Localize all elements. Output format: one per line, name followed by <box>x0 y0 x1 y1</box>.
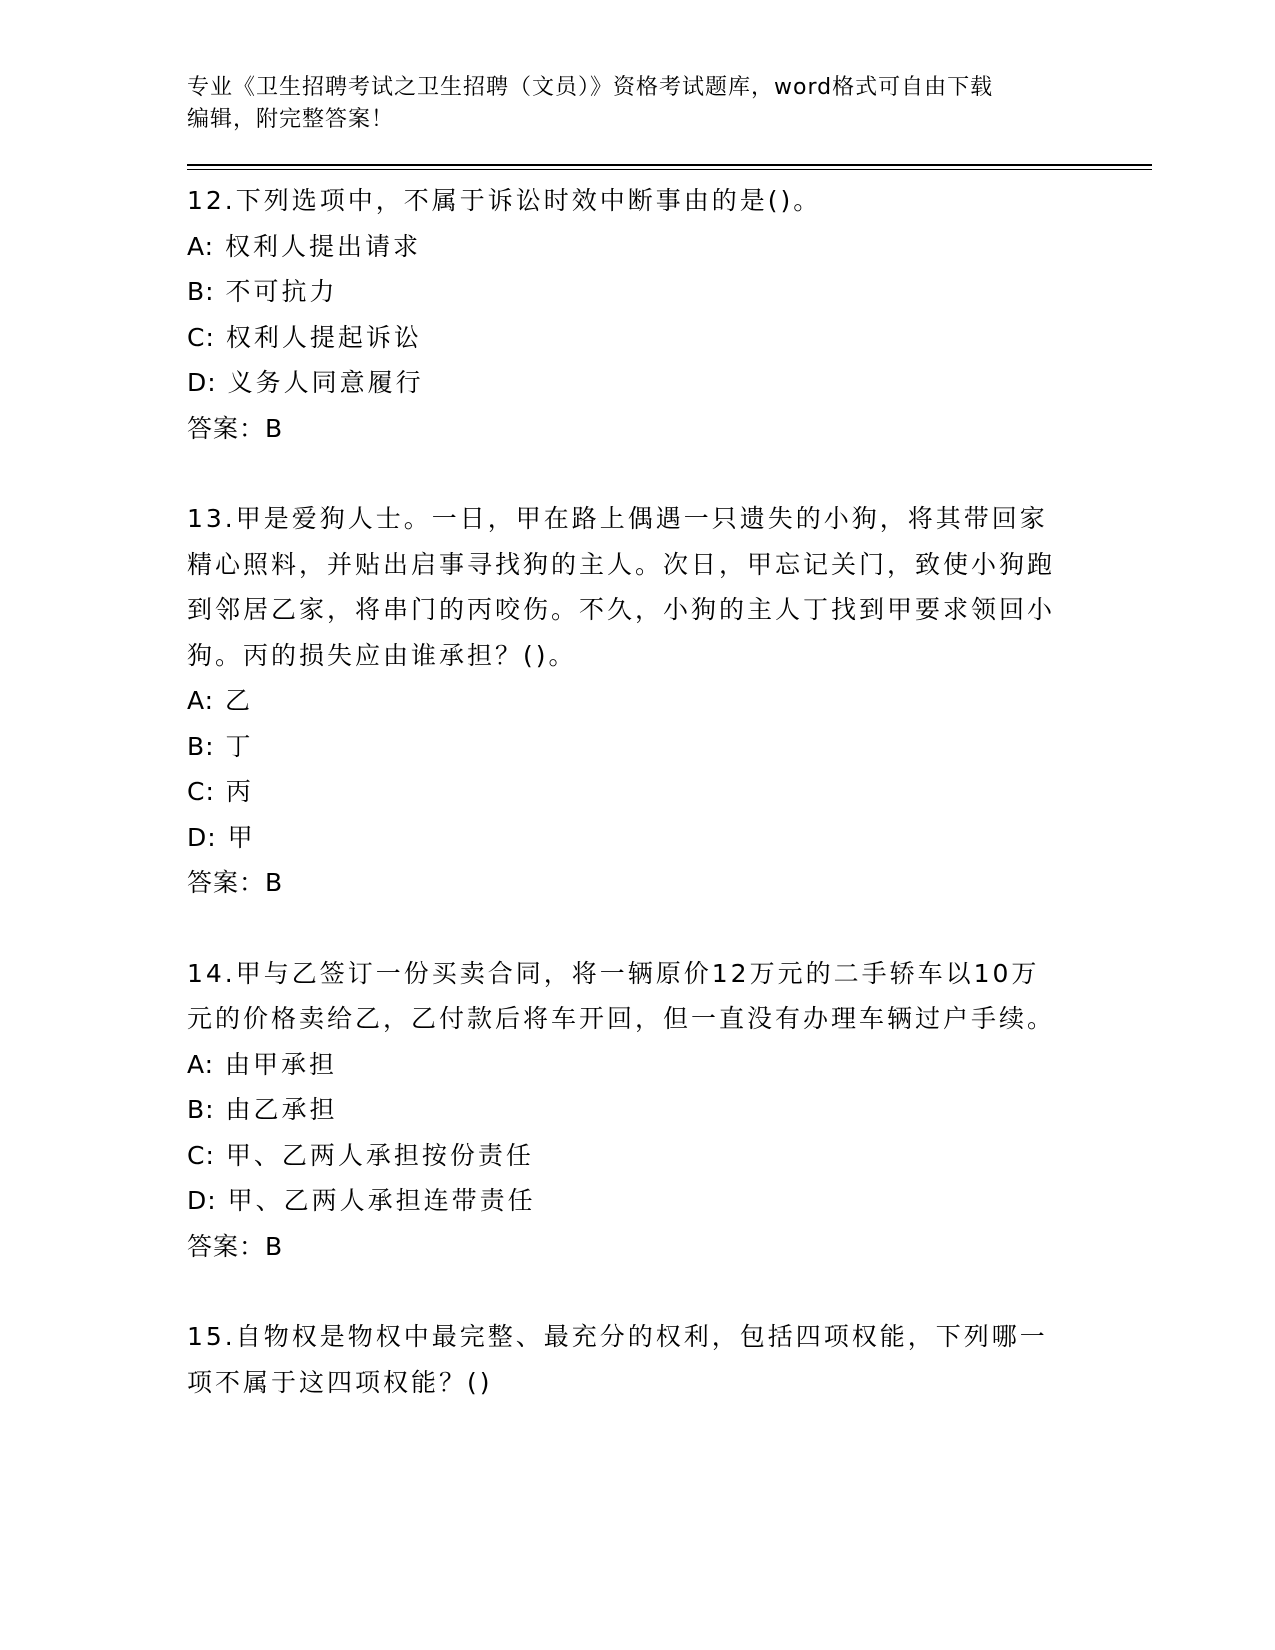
question-body: 甲是爱狗人士。一日，甲在路上偶遇一只遗失的小狗，将其带回家精心照料，并贴出启事寻找狗的主人。次日，甲忘记关门，致使小狗跑到邻居乙家，将串门的丙咬伤。不久，小狗的主人丁找到甲要求领回小狗。丙的损失应由谁承担？()。 <box>187 504 1056 670</box>
option-key: D: <box>187 368 217 397</box>
question-body: 甲与乙签订一份买卖合同，将一辆原价12万元的二手轿车以10万元的价格卖给乙，乙付款后将车开回，但一直没有办理车辆过户手续。 <box>187 958 1056 1033</box>
answer-label: 答案： <box>187 1231 266 1261</box>
header-rule <box>187 164 1152 170</box>
option-text: 由甲承担 <box>225 1049 338 1079</box>
answer-line <box>187 406 1152 452</box>
question-14 <box>187 951 1152 1270</box>
option-c <box>187 315 1152 361</box>
option-key: C: <box>187 1140 215 1170</box>
option-text: 不可抗力 <box>225 277 338 306</box>
option-b <box>187 269 1152 315</box>
question-15 <box>187 1314 1152 1405</box>
answer-value: B <box>265 868 284 897</box>
answer-value: B <box>265 413 284 443</box>
question-text <box>187 1314 1067 1405</box>
question-number: 14. <box>187 958 236 988</box>
option-text: 丁 <box>225 731 254 761</box>
option-text: 丙 <box>225 777 254 806</box>
option-text: 乙 <box>225 686 254 715</box>
option-key: C: <box>187 322 215 352</box>
header-line-2: 编辑，附完整答案！ <box>187 107 395 132</box>
question-13 <box>187 496 1152 906</box>
question-text <box>187 951 1067 1042</box>
question-number: 13. <box>187 504 236 533</box>
option-text: 义务人同意履行 <box>227 368 424 397</box>
option-a <box>187 1042 1152 1088</box>
question-body: 自物权是物权中最完整、最充分的权利，包括四项权能，下列哪一项不属于这四项权能？() <box>187 1322 1048 1397</box>
question-body: 下列选项中，不属于诉讼时效中断事由的是()。 <box>235 186 822 215</box>
option-text: 权利人提起诉讼 <box>225 322 422 352</box>
header-line-1: 专业《卫生招聘考试之卫生招聘（文员）》资格考试题库，word格式可自由下载 <box>187 75 994 100</box>
option-b <box>187 1087 1152 1133</box>
option-key: A: <box>187 686 215 715</box>
option-text: 甲、乙两人承担连带责任 <box>227 1186 536 1215</box>
question-12 <box>187 178 1152 451</box>
option-key: A: <box>187 1049 215 1079</box>
answer-line <box>187 1224 1152 1270</box>
document-header <box>187 72 1077 136</box>
option-d <box>187 360 1152 406</box>
option-d <box>187 815 1152 861</box>
option-a <box>187 224 1152 270</box>
answer-line <box>187 860 1152 906</box>
option-a <box>187 678 1152 724</box>
option-key: C: <box>187 777 215 806</box>
option-c <box>187 769 1152 815</box>
question-number: 15. <box>187 1322 236 1351</box>
option-key: D: <box>187 1186 217 1215</box>
document-page <box>187 72 1152 1405</box>
answer-value: B <box>265 1231 284 1261</box>
question-text <box>187 496 1067 678</box>
option-d <box>187 1178 1152 1224</box>
option-key: D: <box>187 822 217 852</box>
question-number: 12. <box>187 186 236 215</box>
option-text: 权利人提出请求 <box>225 231 422 261</box>
option-b <box>187 724 1152 770</box>
answer-label: 答案： <box>187 868 266 897</box>
option-key: A: <box>187 231 215 261</box>
answer-label: 答案： <box>187 413 266 443</box>
option-text: 甲、乙两人承担按份责任 <box>225 1140 534 1170</box>
question-text <box>187 178 1067 224</box>
option-key: B: <box>187 731 215 761</box>
option-c <box>187 1133 1152 1179</box>
option-key: B: <box>187 1095 215 1124</box>
option-text: 由乙承担 <box>225 1095 338 1124</box>
option-key: B: <box>187 277 215 306</box>
option-text: 甲 <box>227 822 256 852</box>
